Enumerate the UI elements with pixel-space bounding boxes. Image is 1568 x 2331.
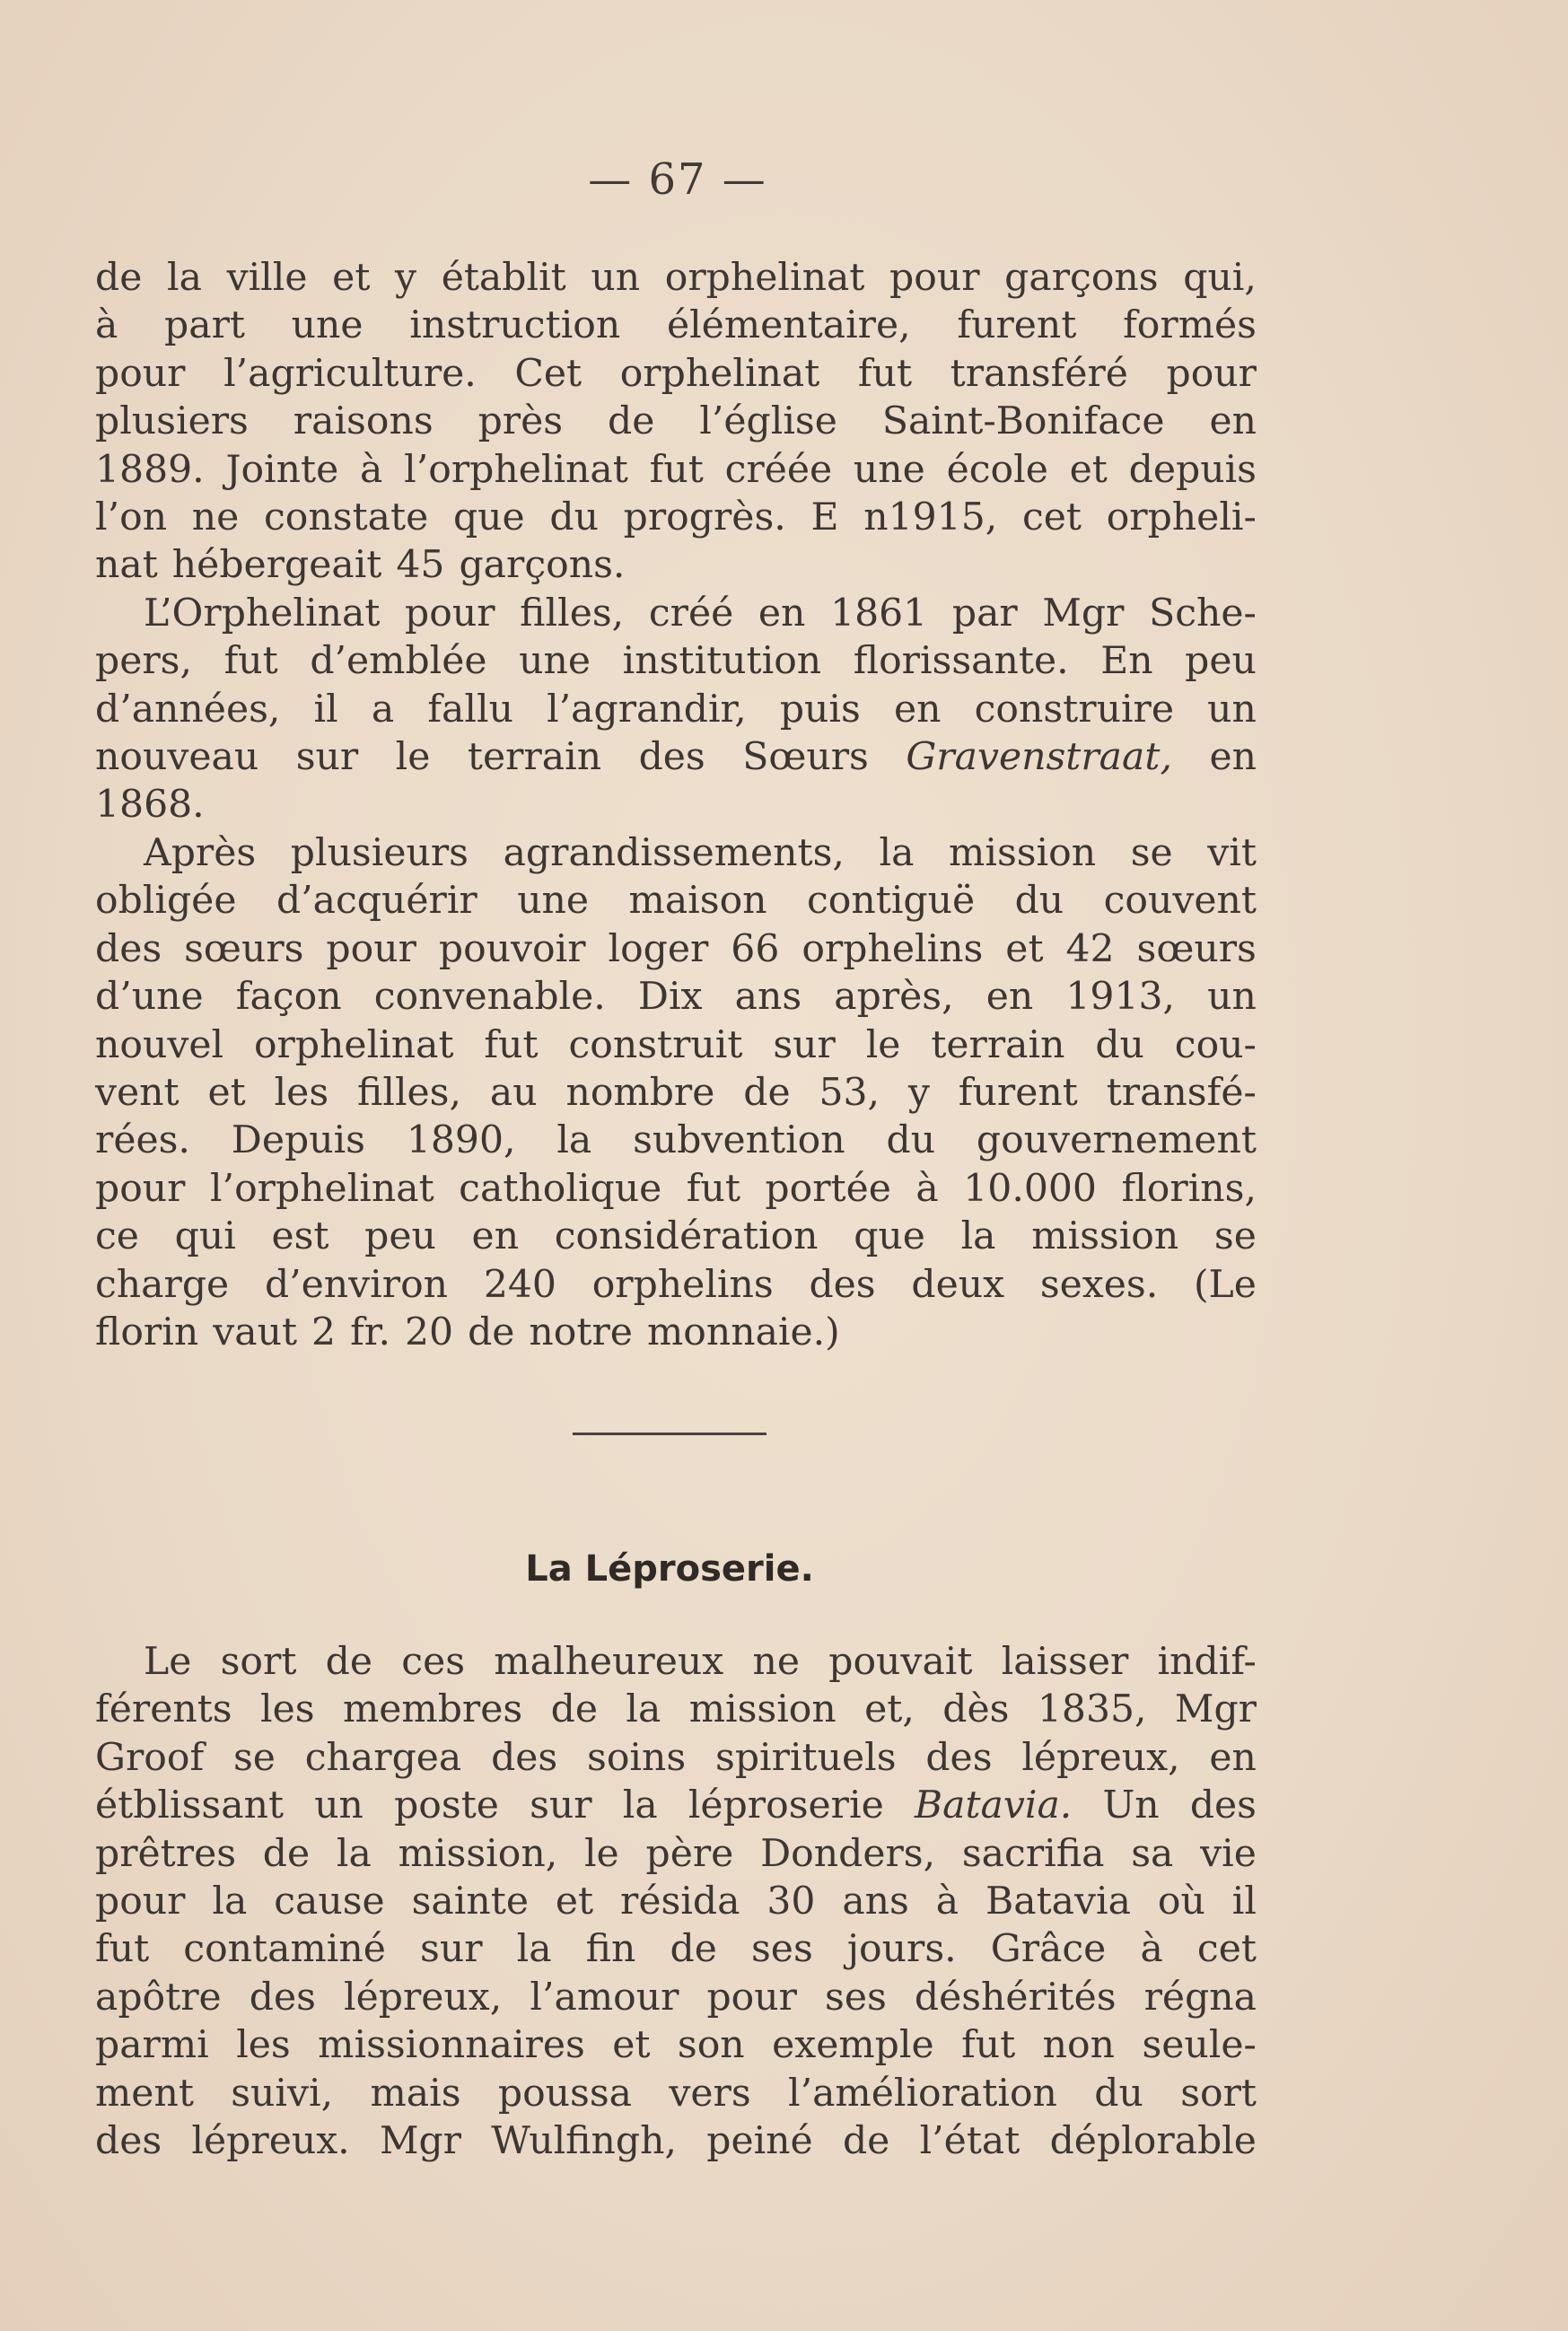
- text-line: fut contaminé sur la fin de ses jours. Grâce à cet: [95, 1927, 1257, 1972]
- text-line: rées. Depuis 1890, la subvention du gouvernement: [95, 1118, 1257, 1163]
- text-line: Le sort de ces malheureux ne pouvait laisser indif-: [144, 1640, 1257, 1684]
- text-line: prêtres de la mission, le père Donders, sacrifia sa vie: [95, 1831, 1257, 1876]
- text-line: de la ville et y établit un orphelinat pour garçons qui,: [95, 256, 1257, 300]
- text-line: pour l’orphelinat catholique fut portée à 10.000 florins,: [95, 1166, 1257, 1211]
- text-line: nouveau sur le terrain des Sœurs Gravenstraat, en: [95, 735, 1257, 780]
- text-line: des sœurs pour pouvoir loger 66 orphelins et 42 sœurs: [95, 926, 1257, 971]
- text-line: d’une façon convenable. Dix ans après, en 1913, un: [95, 975, 1257, 1020]
- text-line: L’Orphelinat pour filles, créé en 1861 par Mgr Sche-: [144, 591, 1257, 635]
- text-line: ment suivi, mais poussa vers l’amélioration du sort: [95, 2071, 1257, 2116]
- text-line: nouvel orphelinat fut construit sur le terrain du cou-: [95, 1022, 1257, 1067]
- text-line: nat hébergeait 45 garçons.: [95, 543, 626, 588]
- text-line: obligée d’acquérir une maison contiguë du couvent: [95, 879, 1257, 924]
- text-line: d’années, il a fallu l’agrandir, puis en construire un: [95, 687, 1257, 732]
- text-line: pers, fut d’emblée une institution florissante. En peu: [95, 639, 1257, 684]
- text-block-orphanages: [95, 254, 1257, 1356]
- text-line: l’on ne constate que du progrès. E n1915, cet orpheli-: [95, 495, 1257, 540]
- text-line: à part une instruction élémentaire, furent formés: [95, 303, 1257, 348]
- text-line: florin vaut 2 fr. 20 de notre monnaie.): [95, 1310, 840, 1354]
- text-line: Groof se chargea des soins spirituels des lépreux, en: [95, 1735, 1257, 1780]
- text-line: pour l’agriculture. Cet orphelinat fut transféré pour: [95, 351, 1257, 396]
- text-line: apôtre des lépreux, l’amour pour ses déshérités régna: [95, 1975, 1257, 2020]
- section-title: La Léproserie.: [525, 1548, 814, 1590]
- text-line: parmi les missionnaires et son exemple fut non seule-: [95, 2023, 1257, 2068]
- text-line: étblissant un poste sur la léproserie Batavia. Un des: [95, 1783, 1257, 1828]
- text-line: 1868.: [95, 783, 205, 828]
- text-line: ce qui est peu en considération que la mission se: [95, 1214, 1257, 1259]
- text-line: des lépreux. Mgr Wulfingh, peiné de l’état déplorable: [95, 2119, 1257, 2164]
- text-line: pour la cause sainte et résida 30 ans à Batavia où il: [95, 1880, 1257, 1924]
- section-divider: [573, 1433, 766, 1435]
- text-block-leprosy: [95, 1638, 1257, 2165]
- text-line: férents les membres de la mission et, dès 1835, Mgr: [95, 1687, 1257, 1732]
- text-line: plusiers raisons près de l’église Saint-Boniface en: [95, 399, 1257, 444]
- text-line: 1889. Jointe à l’orphelinat fut créée une école et depuis: [95, 447, 1257, 492]
- page-number: — 67 —: [588, 154, 767, 205]
- text-line: charge d’environ 240 orphelins des deux sexes. (Le: [95, 1262, 1257, 1307]
- text-line: vent et les filles, au nombre de 53, y furent transfé-: [95, 1070, 1257, 1115]
- text-line: Après plusieurs agrandissements, la mission se vit: [144, 830, 1257, 875]
